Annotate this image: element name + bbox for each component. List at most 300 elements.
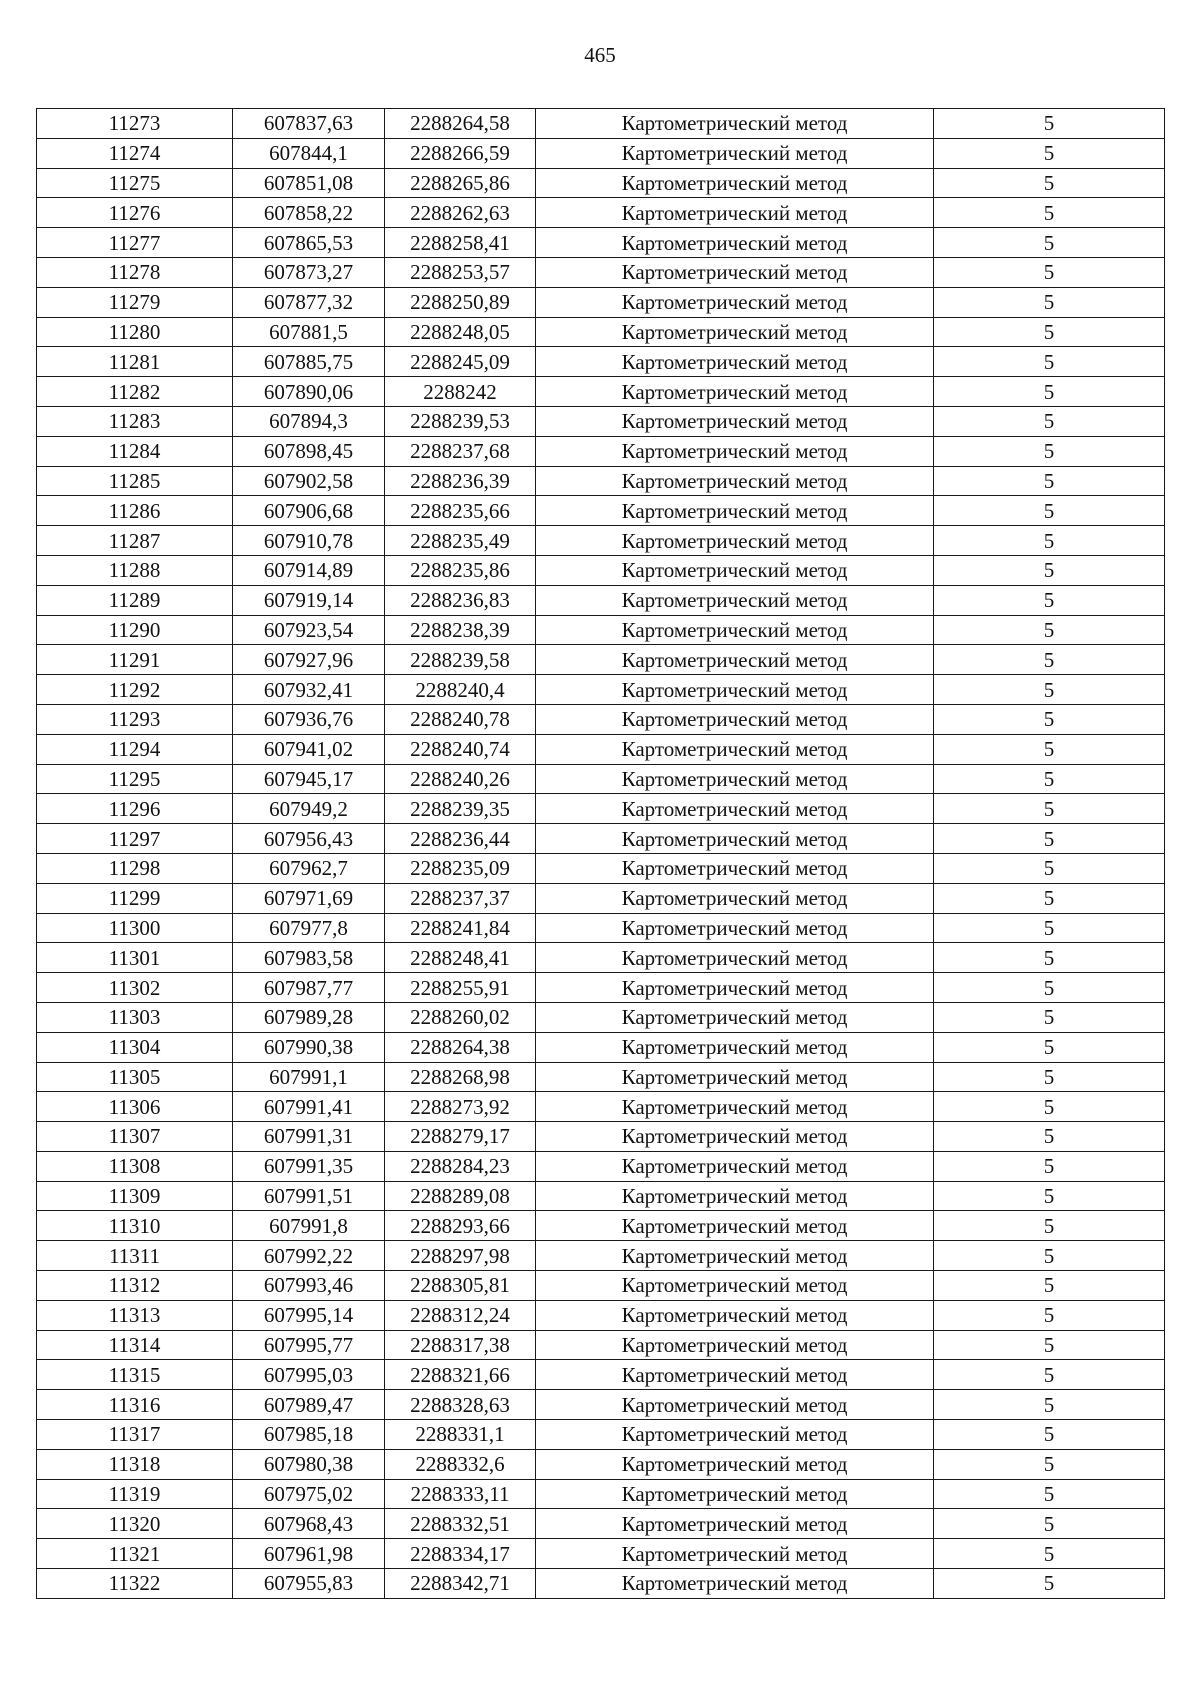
table-row — [37, 585, 1165, 615]
point-number-cell: 11286 — [37, 496, 233, 526]
precision-cell: 5 — [934, 1330, 1165, 1360]
x-coordinate-cell: 607975,02 — [233, 1479, 385, 1509]
y-coordinate-cell: 2288333,11 — [385, 1479, 536, 1509]
table-row — [37, 645, 1165, 675]
x-coordinate-cell: 607873,27 — [233, 257, 385, 287]
method-cell: Картометрический метод — [536, 555, 934, 585]
point-number-cell: 11287 — [37, 526, 233, 556]
table-row — [37, 1420, 1165, 1450]
x-coordinate-cell: 607851,08 — [233, 168, 385, 198]
precision-cell: 5 — [934, 436, 1165, 466]
method-cell: Картометрический метод — [536, 1181, 934, 1211]
y-coordinate-cell: 2288305,81 — [385, 1271, 536, 1301]
method-cell: Картометрический метод — [536, 1032, 934, 1062]
x-coordinate-cell: 607923,54 — [233, 615, 385, 645]
precision-cell: 5 — [934, 109, 1165, 139]
precision-cell: 5 — [934, 1032, 1165, 1062]
point-number-cell: 11301 — [37, 943, 233, 973]
x-coordinate-cell: 607955,83 — [233, 1569, 385, 1599]
x-coordinate-cell: 607990,38 — [233, 1032, 385, 1062]
x-coordinate-cell: 607858,22 — [233, 198, 385, 228]
y-coordinate-cell: 2288240,4 — [385, 675, 536, 705]
x-coordinate-cell: 607971,69 — [233, 883, 385, 913]
precision-cell: 5 — [934, 1449, 1165, 1479]
method-cell: Картометрический метод — [536, 228, 934, 258]
method-cell: Картометрический метод — [536, 734, 934, 764]
precision-cell: 5 — [934, 1092, 1165, 1122]
x-coordinate-cell: 607980,38 — [233, 1449, 385, 1479]
point-number-cell: 11309 — [37, 1181, 233, 1211]
method-cell: Картометрический метод — [536, 1122, 934, 1152]
method-cell: Картометрический метод — [536, 645, 934, 675]
table-row — [37, 1330, 1165, 1360]
y-coordinate-cell: 2288342,71 — [385, 1569, 536, 1599]
table-row — [37, 466, 1165, 496]
table-row — [37, 1569, 1165, 1599]
point-number-cell: 11317 — [37, 1420, 233, 1450]
x-coordinate-cell: 607992,22 — [233, 1241, 385, 1271]
x-coordinate-cell: 607983,58 — [233, 943, 385, 973]
table-row — [37, 1479, 1165, 1509]
point-number-cell: 11299 — [37, 883, 233, 913]
y-coordinate-cell: 2288264,58 — [385, 109, 536, 139]
table-row — [37, 615, 1165, 645]
point-number-cell: 11300 — [37, 913, 233, 943]
precision-cell: 5 — [934, 1181, 1165, 1211]
point-number-cell: 11306 — [37, 1092, 233, 1122]
x-coordinate-cell: 607941,02 — [233, 734, 385, 764]
x-coordinate-cell: 607890,06 — [233, 377, 385, 407]
precision-cell: 5 — [934, 555, 1165, 585]
y-coordinate-cell: 2288334,17 — [385, 1539, 536, 1569]
x-coordinate-cell: 607865,53 — [233, 228, 385, 258]
y-coordinate-cell: 2288245,09 — [385, 347, 536, 377]
x-coordinate-cell: 607919,14 — [233, 585, 385, 615]
y-coordinate-cell: 2288236,39 — [385, 466, 536, 496]
y-coordinate-cell: 2288239,35 — [385, 794, 536, 824]
precision-cell: 5 — [934, 347, 1165, 377]
precision-cell: 5 — [934, 406, 1165, 436]
precision-cell: 5 — [934, 1002, 1165, 1032]
y-coordinate-cell: 2288235,86 — [385, 555, 536, 585]
y-coordinate-cell: 2288321,66 — [385, 1360, 536, 1390]
point-number-cell: 11304 — [37, 1032, 233, 1062]
precision-cell: 5 — [934, 853, 1165, 883]
point-number-cell: 11285 — [37, 466, 233, 496]
y-coordinate-cell: 2288239,53 — [385, 406, 536, 436]
method-cell: Картометрический метод — [536, 168, 934, 198]
point-number-cell: 11293 — [37, 704, 233, 734]
x-coordinate-cell: 607837,63 — [233, 109, 385, 139]
point-number-cell: 11320 — [37, 1509, 233, 1539]
table-row — [37, 913, 1165, 943]
point-number-cell: 11296 — [37, 794, 233, 824]
point-number-cell: 11312 — [37, 1271, 233, 1301]
y-coordinate-cell: 2288235,49 — [385, 526, 536, 556]
y-coordinate-cell: 2288289,08 — [385, 1181, 536, 1211]
precision-cell: 5 — [934, 585, 1165, 615]
precision-cell: 5 — [934, 913, 1165, 943]
method-cell: Картометрический метод — [536, 1360, 934, 1390]
precision-cell: 5 — [934, 943, 1165, 973]
precision-cell: 5 — [934, 1122, 1165, 1152]
method-cell: Картометрический метод — [536, 1569, 934, 1599]
table-row — [37, 1002, 1165, 1032]
method-cell: Картометрический метод — [536, 1449, 934, 1479]
x-coordinate-cell: 607914,89 — [233, 555, 385, 585]
coordinates-table-body — [37, 109, 1165, 1599]
method-cell: Картометрический метод — [536, 1300, 934, 1330]
y-coordinate-cell: 2288266,59 — [385, 138, 536, 168]
table-row — [37, 317, 1165, 347]
method-cell: Картометрический метод — [536, 764, 934, 794]
precision-cell: 5 — [934, 1062, 1165, 1092]
point-number-cell: 11290 — [37, 615, 233, 645]
x-coordinate-cell: 607906,68 — [233, 496, 385, 526]
x-coordinate-cell: 607987,77 — [233, 973, 385, 1003]
table-row — [37, 347, 1165, 377]
point-number-cell: 11316 — [37, 1390, 233, 1420]
point-number-cell: 11321 — [37, 1539, 233, 1569]
x-coordinate-cell: 607991,8 — [233, 1211, 385, 1241]
point-number-cell: 11314 — [37, 1330, 233, 1360]
table-row — [37, 1390, 1165, 1420]
x-coordinate-cell: 607977,8 — [233, 913, 385, 943]
y-coordinate-cell: 2288255,91 — [385, 973, 536, 1003]
table-row — [37, 228, 1165, 258]
precision-cell: 5 — [934, 704, 1165, 734]
method-cell: Картометрический метод — [536, 1271, 934, 1301]
precision-cell: 5 — [934, 1360, 1165, 1390]
point-number-cell: 11313 — [37, 1300, 233, 1330]
point-number-cell: 11319 — [37, 1479, 233, 1509]
x-coordinate-cell: 607927,96 — [233, 645, 385, 675]
precision-cell: 5 — [934, 1539, 1165, 1569]
table-row — [37, 794, 1165, 824]
precision-cell: 5 — [934, 645, 1165, 675]
y-coordinate-cell: 2288237,68 — [385, 436, 536, 466]
y-coordinate-cell: 2288297,98 — [385, 1241, 536, 1271]
method-cell: Картометрический метод — [536, 287, 934, 317]
y-coordinate-cell: 2288235,66 — [385, 496, 536, 526]
method-cell: Картометрический метод — [536, 1390, 934, 1420]
point-number-cell: 11288 — [37, 555, 233, 585]
y-coordinate-cell: 2288242 — [385, 377, 536, 407]
table-row — [37, 496, 1165, 526]
method-cell: Картометрический метод — [536, 824, 934, 854]
table-row — [37, 764, 1165, 794]
x-coordinate-cell: 607932,41 — [233, 675, 385, 705]
point-number-cell: 11318 — [37, 1449, 233, 1479]
point-number-cell: 11292 — [37, 675, 233, 705]
table-row — [37, 704, 1165, 734]
precision-cell: 5 — [934, 1509, 1165, 1539]
method-cell: Картометрический метод — [536, 466, 934, 496]
point-number-cell: 11310 — [37, 1211, 233, 1241]
method-cell: Картометрический метод — [536, 377, 934, 407]
point-number-cell: 11283 — [37, 406, 233, 436]
y-coordinate-cell: 2288279,17 — [385, 1122, 536, 1152]
table-row — [37, 287, 1165, 317]
method-cell: Картометрический метод — [536, 1002, 934, 1032]
method-cell: Картометрический метод — [536, 1241, 934, 1271]
y-coordinate-cell: 2288237,37 — [385, 883, 536, 913]
method-cell: Картометрический метод — [536, 1151, 934, 1181]
precision-cell: 5 — [934, 1300, 1165, 1330]
method-cell: Картометрический метод — [536, 257, 934, 287]
x-coordinate-cell: 607962,7 — [233, 853, 385, 883]
precision-cell: 5 — [934, 198, 1165, 228]
method-cell: Картометрический метод — [536, 704, 934, 734]
table-row — [37, 406, 1165, 436]
x-coordinate-cell: 607991,41 — [233, 1092, 385, 1122]
table-row — [37, 1032, 1165, 1062]
point-number-cell: 11311 — [37, 1241, 233, 1271]
method-cell: Картометрический метод — [536, 1479, 934, 1509]
method-cell: Картометрический метод — [536, 1509, 934, 1539]
precision-cell: 5 — [934, 257, 1165, 287]
point-number-cell: 11297 — [37, 824, 233, 854]
table-row — [37, 1360, 1165, 1390]
method-cell: Картометрический метод — [536, 1211, 934, 1241]
x-coordinate-cell: 607910,78 — [233, 526, 385, 556]
precision-cell: 5 — [934, 317, 1165, 347]
table-row — [37, 1151, 1165, 1181]
method-cell: Картометрический метод — [536, 853, 934, 883]
precision-cell: 5 — [934, 1211, 1165, 1241]
y-coordinate-cell: 2288331,1 — [385, 1420, 536, 1450]
x-coordinate-cell: 607936,76 — [233, 704, 385, 734]
precision-cell: 5 — [934, 615, 1165, 645]
precision-cell: 5 — [934, 883, 1165, 913]
table-row — [37, 853, 1165, 883]
method-cell: Картометрический метод — [536, 406, 934, 436]
x-coordinate-cell: 607991,1 — [233, 1062, 385, 1092]
x-coordinate-cell: 607877,32 — [233, 287, 385, 317]
point-number-cell: 11281 — [37, 347, 233, 377]
precision-cell: 5 — [934, 1151, 1165, 1181]
method-cell: Картометрический метод — [536, 883, 934, 913]
table-row — [37, 1181, 1165, 1211]
point-number-cell: 11282 — [37, 377, 233, 407]
point-number-cell: 11277 — [37, 228, 233, 258]
table-row — [37, 1211, 1165, 1241]
method-cell: Картометрический метод — [536, 1539, 934, 1569]
table-row — [37, 168, 1165, 198]
y-coordinate-cell: 2288236,83 — [385, 585, 536, 615]
table-row — [37, 973, 1165, 1003]
y-coordinate-cell: 2288312,24 — [385, 1300, 536, 1330]
x-coordinate-cell: 607991,51 — [233, 1181, 385, 1211]
page-number: 465 — [584, 43, 616, 67]
table-row — [37, 883, 1165, 913]
method-cell: Картометрический метод — [536, 1330, 934, 1360]
method-cell: Картометрический метод — [536, 138, 934, 168]
precision-cell: 5 — [934, 1241, 1165, 1271]
x-coordinate-cell: 607898,45 — [233, 436, 385, 466]
precision-cell: 5 — [934, 1479, 1165, 1509]
table-row — [37, 824, 1165, 854]
y-coordinate-cell: 2288317,38 — [385, 1330, 536, 1360]
x-coordinate-cell: 607991,31 — [233, 1122, 385, 1152]
precision-cell: 5 — [934, 138, 1165, 168]
table-row — [37, 1509, 1165, 1539]
table-row — [37, 377, 1165, 407]
y-coordinate-cell: 2288284,23 — [385, 1151, 536, 1181]
point-number-cell: 11295 — [37, 764, 233, 794]
precision-cell: 5 — [934, 287, 1165, 317]
method-cell: Картометрический метод — [536, 347, 934, 377]
table-row — [37, 1300, 1165, 1330]
precision-cell: 5 — [934, 526, 1165, 556]
y-coordinate-cell: 2288248,05 — [385, 317, 536, 347]
y-coordinate-cell: 2288248,41 — [385, 943, 536, 973]
point-number-cell: 11278 — [37, 257, 233, 287]
table-row — [37, 1062, 1165, 1092]
x-coordinate-cell: 607989,28 — [233, 1002, 385, 1032]
coordinates-table — [36, 108, 1165, 1599]
precision-cell: 5 — [934, 1420, 1165, 1450]
table-row — [37, 1449, 1165, 1479]
precision-cell: 5 — [934, 1390, 1165, 1420]
precision-cell: 5 — [934, 466, 1165, 496]
x-coordinate-cell: 607902,58 — [233, 466, 385, 496]
table-row — [37, 1241, 1165, 1271]
point-number-cell: 11274 — [37, 138, 233, 168]
x-coordinate-cell: 607995,77 — [233, 1330, 385, 1360]
y-coordinate-cell: 2288332,51 — [385, 1509, 536, 1539]
precision-cell: 5 — [934, 734, 1165, 764]
table-row — [37, 436, 1165, 466]
precision-cell: 5 — [934, 764, 1165, 794]
y-coordinate-cell: 2288236,44 — [385, 824, 536, 854]
point-number-cell: 11307 — [37, 1122, 233, 1152]
precision-cell: 5 — [934, 794, 1165, 824]
method-cell: Картометрический метод — [536, 913, 934, 943]
table-row — [37, 1092, 1165, 1122]
x-coordinate-cell: 607844,1 — [233, 138, 385, 168]
y-coordinate-cell: 2288273,92 — [385, 1092, 536, 1122]
x-coordinate-cell: 607894,3 — [233, 406, 385, 436]
point-number-cell: 11284 — [37, 436, 233, 466]
y-coordinate-cell: 2288241,84 — [385, 913, 536, 943]
y-coordinate-cell: 2288265,86 — [385, 168, 536, 198]
table-row — [37, 943, 1165, 973]
table-row — [37, 1122, 1165, 1152]
y-coordinate-cell: 2288240,26 — [385, 764, 536, 794]
precision-cell: 5 — [934, 228, 1165, 258]
method-cell: Картометрический метод — [536, 1062, 934, 1092]
point-number-cell: 11315 — [37, 1360, 233, 1390]
y-coordinate-cell: 2288250,89 — [385, 287, 536, 317]
y-coordinate-cell: 2288268,98 — [385, 1062, 536, 1092]
x-coordinate-cell: 607945,17 — [233, 764, 385, 794]
method-cell: Картометрический метод — [536, 198, 934, 228]
x-coordinate-cell: 607885,75 — [233, 347, 385, 377]
precision-cell: 5 — [934, 168, 1165, 198]
point-number-cell: 11305 — [37, 1062, 233, 1092]
table-row — [37, 109, 1165, 139]
point-number-cell: 11303 — [37, 1002, 233, 1032]
x-coordinate-cell: 607956,43 — [233, 824, 385, 854]
x-coordinate-cell: 607995,03 — [233, 1360, 385, 1390]
table-row — [37, 1539, 1165, 1569]
point-number-cell: 11294 — [37, 734, 233, 764]
y-coordinate-cell: 2288239,58 — [385, 645, 536, 675]
x-coordinate-cell: 607949,2 — [233, 794, 385, 824]
y-coordinate-cell: 2288264,38 — [385, 1032, 536, 1062]
y-coordinate-cell: 2288262,63 — [385, 198, 536, 228]
x-coordinate-cell: 607989,47 — [233, 1390, 385, 1420]
point-number-cell: 11275 — [37, 168, 233, 198]
method-cell: Картометрический метод — [536, 526, 934, 556]
point-number-cell: 11298 — [37, 853, 233, 883]
y-coordinate-cell: 2288238,39 — [385, 615, 536, 645]
y-coordinate-cell: 2288240,74 — [385, 734, 536, 764]
method-cell: Картометрический метод — [536, 496, 934, 526]
table-row — [37, 138, 1165, 168]
method-cell: Картометрический метод — [536, 436, 934, 466]
table-row — [37, 555, 1165, 585]
point-number-cell: 11276 — [37, 198, 233, 228]
point-number-cell: 11279 — [37, 287, 233, 317]
precision-cell: 5 — [934, 824, 1165, 854]
method-cell: Картометрический метод — [536, 794, 934, 824]
point-number-cell: 11308 — [37, 1151, 233, 1181]
method-cell: Картометрический метод — [536, 109, 934, 139]
method-cell: Картометрический метод — [536, 1420, 934, 1450]
y-coordinate-cell: 2288260,02 — [385, 1002, 536, 1032]
method-cell: Картометрический метод — [536, 675, 934, 705]
method-cell: Картометрический метод — [536, 585, 934, 615]
x-coordinate-cell: 607961,98 — [233, 1539, 385, 1569]
x-coordinate-cell: 607995,14 — [233, 1300, 385, 1330]
x-coordinate-cell: 607881,5 — [233, 317, 385, 347]
precision-cell: 5 — [934, 675, 1165, 705]
method-cell: Картометрический метод — [536, 943, 934, 973]
precision-cell: 5 — [934, 973, 1165, 1003]
point-number-cell: 11302 — [37, 973, 233, 1003]
y-coordinate-cell: 2288253,57 — [385, 257, 536, 287]
precision-cell: 5 — [934, 377, 1165, 407]
precision-cell: 5 — [934, 496, 1165, 526]
x-coordinate-cell: 607993,46 — [233, 1271, 385, 1301]
y-coordinate-cell: 2288258,41 — [385, 228, 536, 258]
y-coordinate-cell: 2288235,09 — [385, 853, 536, 883]
y-coordinate-cell: 2288328,63 — [385, 1390, 536, 1420]
table-row — [37, 1271, 1165, 1301]
point-number-cell: 11291 — [37, 645, 233, 675]
table-row — [37, 257, 1165, 287]
method-cell: Картометрический метод — [536, 615, 934, 645]
point-number-cell: 11289 — [37, 585, 233, 615]
x-coordinate-cell: 607985,18 — [233, 1420, 385, 1450]
point-number-cell: 11280 — [37, 317, 233, 347]
point-number-cell: 11322 — [37, 1569, 233, 1599]
method-cell: Картометрический метод — [536, 1092, 934, 1122]
y-coordinate-cell: 2288240,78 — [385, 704, 536, 734]
precision-cell: 5 — [934, 1569, 1165, 1599]
method-cell: Картометрический метод — [536, 973, 934, 1003]
table-row — [37, 526, 1165, 556]
precision-cell: 5 — [934, 1271, 1165, 1301]
method-cell: Картометрический метод — [536, 317, 934, 347]
table-row — [37, 198, 1165, 228]
table-row — [37, 734, 1165, 764]
x-coordinate-cell: 607991,35 — [233, 1151, 385, 1181]
y-coordinate-cell: 2288332,6 — [385, 1449, 536, 1479]
y-coordinate-cell: 2288293,66 — [385, 1211, 536, 1241]
